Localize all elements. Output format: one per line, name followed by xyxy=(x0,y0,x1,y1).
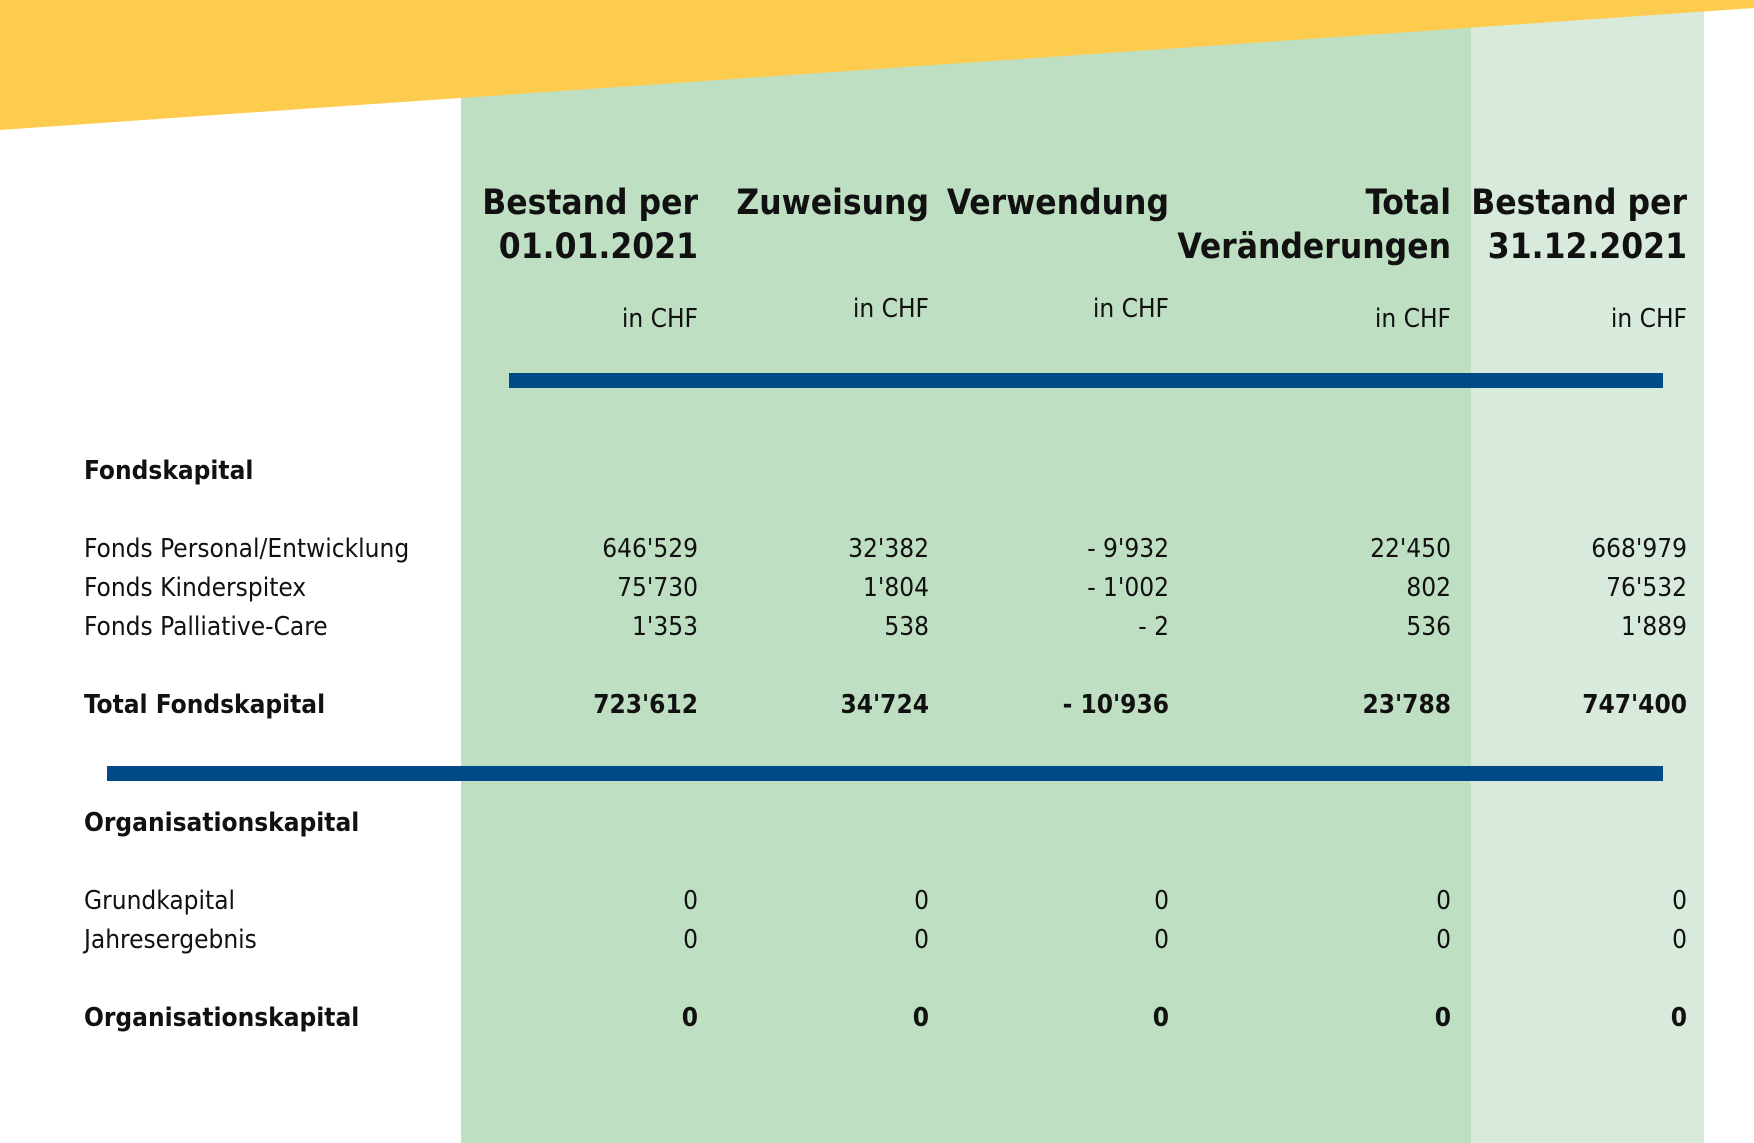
cell-bestand-end: 0 xyxy=(1672,886,1687,916)
row-label: Fonds Kinderspitex xyxy=(84,573,307,603)
cell-bestand-end: 76'532 xyxy=(1606,573,1687,603)
section-rule xyxy=(107,766,1663,781)
header-zuweisung-line1: Zuweisung xyxy=(736,183,929,223)
total-bestand-start: 0 xyxy=(681,1003,698,1033)
section-title-fondskapital: Fondskapital xyxy=(84,456,254,486)
cell-zuweisung: 32'382 xyxy=(848,534,929,564)
total-veraenderungen: 23'788 xyxy=(1362,690,1451,720)
cell-verwendung: - 2 xyxy=(1138,612,1169,642)
cell-total-veraenderungen: 0 xyxy=(1436,886,1451,916)
cell-total-veraenderungen: 536 xyxy=(1406,612,1451,642)
total-zuweisung: 0 xyxy=(912,1003,929,1033)
unit-col5: in CHF xyxy=(1610,304,1687,334)
total-veraenderungen: 0 xyxy=(1434,1003,1451,1033)
total-bestand-end: 747'400 xyxy=(1582,690,1687,720)
header-rule xyxy=(509,373,1663,388)
header-total-veraenderungen xyxy=(1177,181,1451,269)
header-total-line2: Veränderungen xyxy=(1177,227,1451,267)
unit-col4: in CHF xyxy=(1374,304,1451,334)
total-bestand-end: 0 xyxy=(1670,1003,1687,1033)
section-title-organisationskapital: Organisationskapital xyxy=(84,808,360,838)
total-verwendung: 0 xyxy=(1152,1003,1169,1033)
unit-col1: in CHF xyxy=(621,304,698,334)
unit-col2: in CHF xyxy=(852,294,929,324)
header-verwendung xyxy=(947,181,1169,225)
header-bestand-end-line1: Bestand per xyxy=(1471,183,1687,223)
header-bestand-end xyxy=(1471,181,1687,269)
cell-bestand-end: 668'979 xyxy=(1591,534,1687,564)
row-label: Jahresergebnis xyxy=(84,925,257,955)
cell-verwendung: - 9'932 xyxy=(1087,534,1169,564)
cell-zuweisung: 538 xyxy=(884,612,929,642)
cell-zuweisung: 1'804 xyxy=(863,573,929,603)
cell-bestand-end: 0 xyxy=(1672,925,1687,955)
cell-verwendung: 0 xyxy=(1154,925,1169,955)
header-bestand-end-line2: 31.12.2021 xyxy=(1487,227,1687,267)
total-verwendung: - 10'936 xyxy=(1062,690,1169,720)
cell-verwendung: 0 xyxy=(1154,886,1169,916)
row-label: Fonds Personal/Entwicklung xyxy=(84,534,410,564)
light-green-column-band xyxy=(1471,0,1704,1143)
header-total-line1: Total xyxy=(1365,183,1451,223)
header-bestand-start-line2: 01.01.2021 xyxy=(498,227,698,267)
cell-verwendung: - 1'002 xyxy=(1087,573,1169,603)
header-zuweisung xyxy=(736,181,929,225)
unit-col3: in CHF xyxy=(1092,294,1169,324)
total-row-label: Total Fondskapital xyxy=(84,690,326,720)
total-zuweisung: 34'724 xyxy=(840,690,929,720)
green-column-band xyxy=(461,0,1471,1143)
row-label: Grundkapital xyxy=(84,886,236,916)
cell-bestand-start: 646'529 xyxy=(602,534,698,564)
total-row-label: Organisationskapital xyxy=(84,1003,360,1033)
header-bestand-start xyxy=(482,181,698,269)
row-label: Fonds Palliative-Care xyxy=(84,612,328,642)
cell-zuweisung: 0 xyxy=(914,886,929,916)
header-verwendung-line1: Verwendung xyxy=(946,183,1169,223)
cell-bestand-start: 1'353 xyxy=(632,612,698,642)
cell-total-veraenderungen: 802 xyxy=(1406,573,1451,603)
header-bestand-start-line1: Bestand per xyxy=(482,183,698,223)
cell-bestand-end: 1'889 xyxy=(1621,612,1687,642)
cell-total-veraenderungen: 22'450 xyxy=(1370,534,1451,564)
cell-bestand-start: 0 xyxy=(683,886,698,916)
cell-bestand-start: 75'730 xyxy=(617,573,698,603)
cell-total-veraenderungen: 0 xyxy=(1436,925,1451,955)
cell-bestand-start: 0 xyxy=(683,925,698,955)
total-bestand-start: 723'612 xyxy=(593,690,698,720)
cell-zuweisung: 0 xyxy=(914,925,929,955)
